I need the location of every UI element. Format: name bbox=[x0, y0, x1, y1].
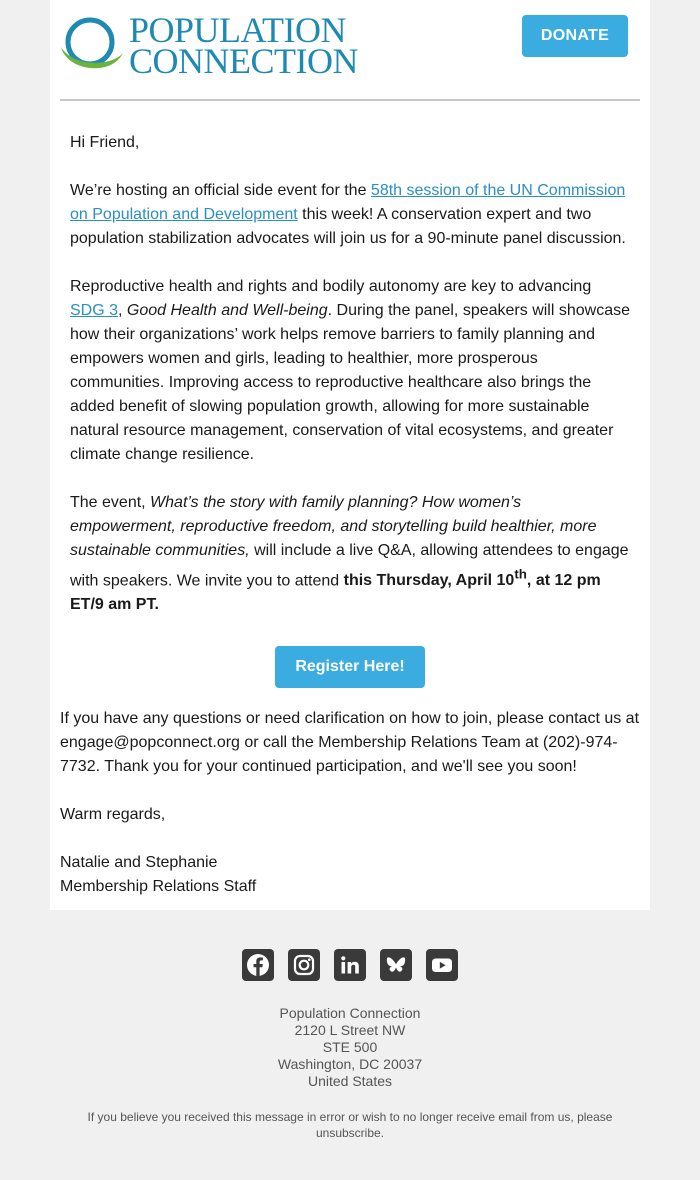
p1-text-before: We’re hosting an official side event for the bbox=[70, 182, 371, 199]
instagram-icon[interactable] bbox=[288, 949, 320, 981]
signer-title: Membership Relations Staff bbox=[60, 878, 257, 895]
population-connection-logo[interactable] bbox=[59, 10, 369, 81]
un-commission-link[interactable]: 58th session of the UN Commission on Population and Development bbox=[70, 182, 626, 223]
youtube-icon[interactable] bbox=[426, 949, 458, 981]
address-city: Washington, DC 20037 bbox=[277, 1056, 423, 1072]
facebook-icon[interactable] bbox=[242, 949, 274, 981]
unsubscribe-notice[interactable]: If you believe you received this message in error or wish to no longer receive email from us, please unsubscribe. bbox=[87, 1110, 613, 1140]
logo-wordmark bbox=[129, 10, 358, 81]
address-org: Population Connection bbox=[279, 1005, 421, 1021]
p1-text-after: this week! A conservation expert and two population stabilization advocates will join us for a 90-minute panel discussion. bbox=[70, 206, 626, 247]
p3-middle: will include a live Q&A, allowing attendees to engage with speakers. We invite you to attend bbox=[70, 542, 629, 590]
greeting: Hi Friend, bbox=[70, 134, 140, 151]
p3-before: The event, bbox=[70, 494, 151, 511]
event-date-main: this Thursday, April 10 bbox=[343, 572, 515, 590]
paragraph-sdg bbox=[70, 275, 630, 467]
event-title: What’s the story with family planning? How women’s empowerment, reproductive freedom, and storytelling build healthier, more sustainable communities, bbox=[70, 494, 597, 559]
address-suite: STE 500 bbox=[322, 1039, 378, 1055]
email-body bbox=[70, 131, 630, 641]
bluesky-icon[interactable] bbox=[380, 949, 412, 981]
paragraph-event-details bbox=[70, 491, 630, 617]
social-links bbox=[242, 949, 460, 983]
email-card bbox=[50, 0, 650, 910]
signer-names: Natalie and Stephanie bbox=[60, 854, 218, 871]
paragraph-event-intro bbox=[70, 179, 630, 251]
contact-paragraph: If you have any questions or need clarification on how to join, please contact us at engage@popconnect.org or call the Membership Relations Team at (202)-974-7732. Thank you for your continued participation, and we'll see you soon! bbox=[60, 710, 640, 775]
p2-intro: Reproductive health and rights and bodily autonomy are key to advancing bbox=[70, 278, 592, 295]
linkedin-icon[interactable] bbox=[334, 949, 366, 981]
p2-comma: , bbox=[118, 302, 127, 319]
footer-address bbox=[0, 1005, 700, 1090]
p2-rest: . During the panel, speakers will showcase how their organizations’ work helps remove barriers to family planning and empowers women and girls, leading to healthier, more prosperous communities. Improving access to reproductive healthcare also brings the added benefit of slowing population growth, allowing for more sustainable natural resource management, conservation of vital ecosystems, and greater climate change resilience. bbox=[70, 302, 630, 463]
signature bbox=[60, 851, 642, 899]
logo-line-1: POPULATION bbox=[129, 10, 347, 50]
signoff: Warm regards, bbox=[60, 806, 166, 823]
logo-ring-icon bbox=[59, 13, 123, 77]
logo-line-2: CONNECTION bbox=[129, 41, 358, 81]
header-divider bbox=[60, 99, 640, 101]
p2-italic: Good Health and Well-being bbox=[126, 302, 328, 319]
event-date-suffix: th bbox=[514, 567, 527, 582]
register-button[interactable]: Register Here! bbox=[275, 646, 425, 688]
address-street: 2120 L Street NW bbox=[294, 1022, 406, 1038]
donate-button[interactable]: DONATE bbox=[522, 15, 628, 57]
address-country: United States bbox=[307, 1073, 393, 1089]
event-time: , at 12 pm ET/9 am PT. bbox=[70, 572, 601, 614]
sdg3-link[interactable]: SDG 3 bbox=[70, 302, 119, 319]
email-closing bbox=[60, 707, 642, 899]
